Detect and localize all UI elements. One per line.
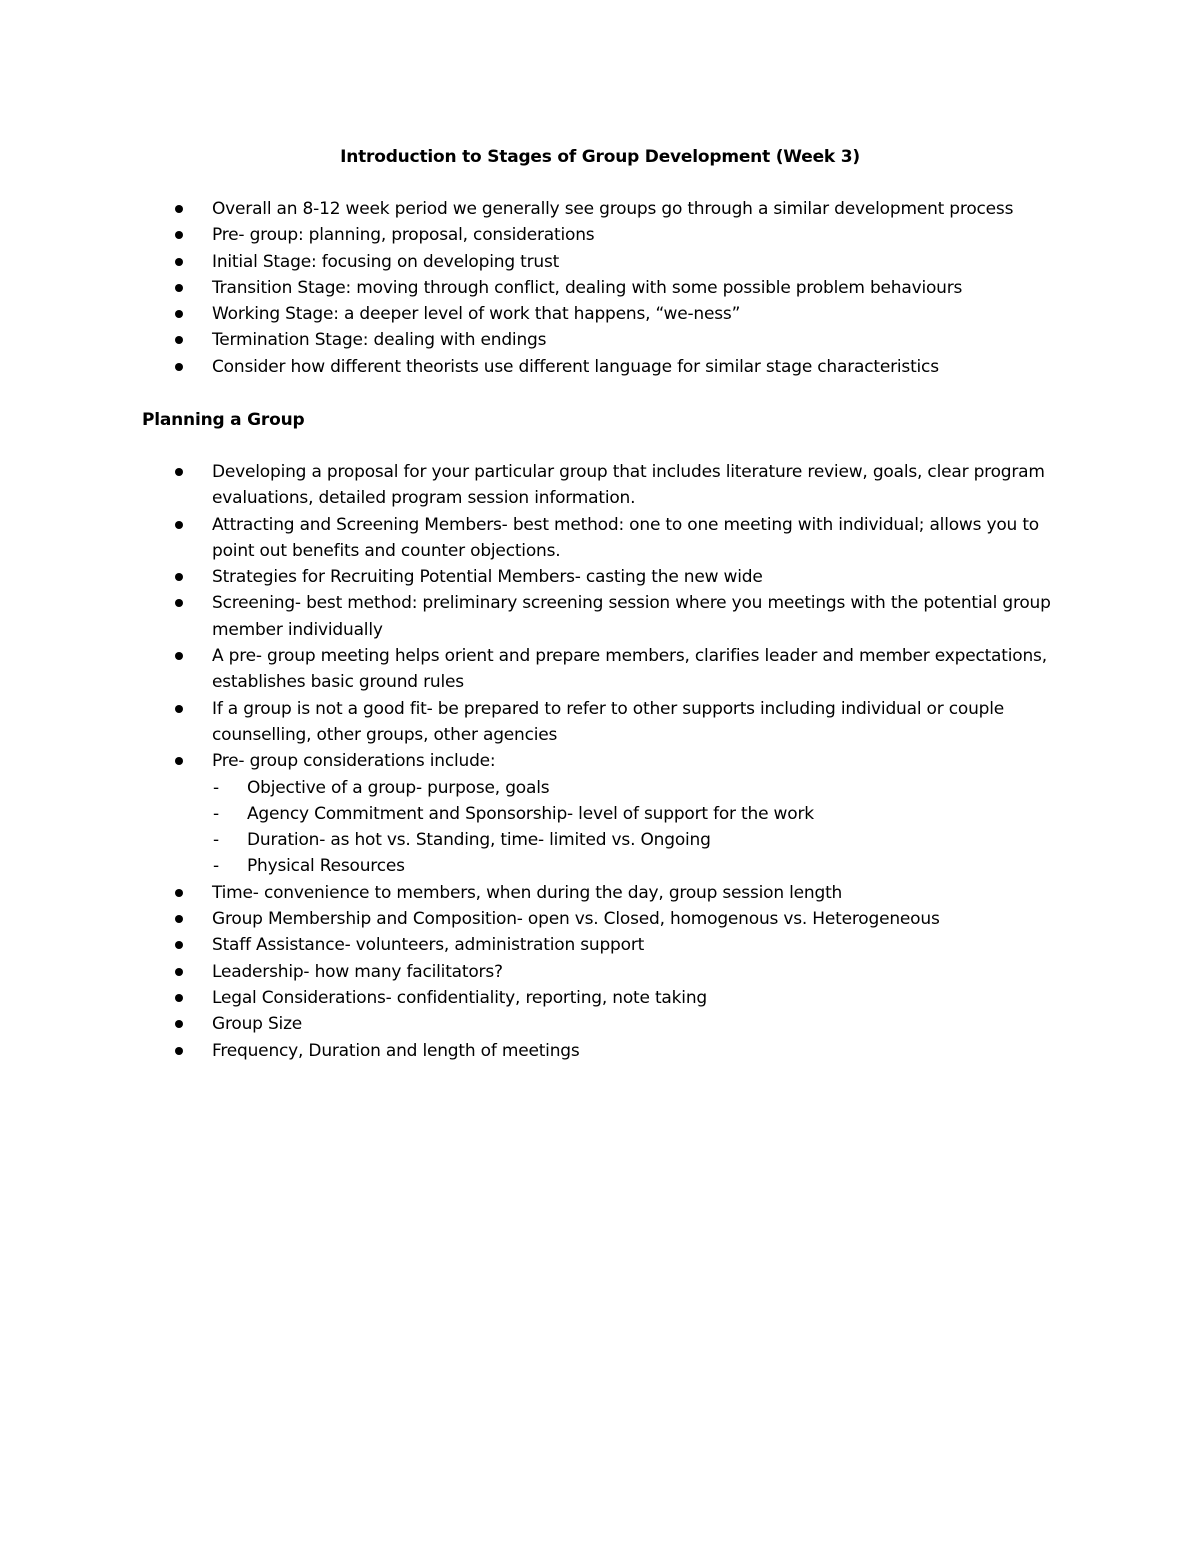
list-item <box>0 696 1072 749</box>
list-item <box>0 643 1072 696</box>
list-item <box>0 301 1072 327</box>
list-item-considerations <box>0 748 1072 879</box>
sublist-item <box>212 775 1047 801</box>
list-item-text: Leadership- how many facilitators? <box>212 961 503 982</box>
list-item <box>0 564 1072 590</box>
bullet-icon <box>175 573 183 581</box>
list-item <box>0 932 1072 958</box>
bullet-icon <box>175 310 183 318</box>
list-item-text: Overall an 8-12 week period we generally see groups go through a similar development process <box>212 199 1014 219</box>
list-item <box>0 327 1072 353</box>
list-item-text: Staff Assistance- volunteers, administration support <box>212 935 645 956</box>
list-item-text: Developing a proposal for your particular group that includes literature review, goals, clear program evaluations, detailed program session information. <box>212 462 1045 509</box>
list-item <box>0 1011 1072 1037</box>
list-item-text: Attracting and Screening Members- best method: one to one meeting with individual; allows you to point out benefits and counter objections. <box>212 514 1039 561</box>
list-item-text: If a group is not a good fit- be prepared to refer to other supports including individual or couple counselling, other groups, other agencies <box>212 698 1005 745</box>
bullet-icon <box>175 915 183 923</box>
list-item <box>0 906 1072 932</box>
list-item <box>0 354 1072 380</box>
bullet-icon <box>175 941 183 949</box>
list-item-text: Group Membership and Composition- open vs. Closed, homogenous vs. Heterogeneous <box>212 909 940 930</box>
sublist-item-text: Physical Resources <box>247 856 405 877</box>
stages-list <box>0 196 1200 380</box>
sublist-item <box>212 853 1047 879</box>
considerations-sublist <box>212 775 1072 880</box>
list-item-text: A pre- group meeting helps orient and prepare members, clarifies leader and member expectations, establishes basic ground rules <box>212 646 1047 693</box>
bullet-icon <box>175 336 183 344</box>
bullet-icon <box>175 231 183 239</box>
bullet-icon <box>175 599 183 607</box>
bullet-icon <box>175 205 183 213</box>
list-item <box>0 249 1072 275</box>
list-item-text: Termination Stage: dealing with endings <box>212 330 547 351</box>
bullet-icon <box>175 1020 183 1028</box>
bullet-icon <box>175 363 183 371</box>
bullet-icon <box>175 258 183 266</box>
list-item <box>0 985 1072 1011</box>
list-item-text: Frequency, Duration and length of meetings <box>212 1040 580 1061</box>
list-item <box>0 880 1072 906</box>
dash-icon: - <box>213 830 219 851</box>
bullet-icon <box>175 968 183 976</box>
sublist-item <box>212 801 1047 827</box>
list-item-text: Legal Considerations- confidentiality, reporting, note taking <box>212 987 707 1008</box>
list-item <box>0 196 1072 222</box>
list-item <box>0 459 1072 512</box>
list-item-text: Consider how different theorists use different language for similar stage characteristics <box>212 356 939 377</box>
list-item <box>0 959 1072 985</box>
planning-list <box>0 459 1200 1064</box>
list-item-text: Pre- group considerations include: <box>212 751 496 772</box>
list-item-text: Strategies for Recruiting Potential Members- casting the new wide <box>212 567 763 588</box>
bullet-icon <box>175 468 183 476</box>
list-item-text: Initial Stage: focusing on developing trust <box>212 251 560 272</box>
bullet-icon <box>175 757 183 765</box>
sublist-item-text: Objective of a group- purpose, goals <box>247 777 550 798</box>
list-item-text: Transition Stage: moving through conflict, dealing with some possible problem behaviours <box>212 277 963 298</box>
dash-icon: - <box>213 803 219 824</box>
bullet-icon <box>175 652 183 660</box>
dash-icon: - <box>213 777 219 798</box>
list-item-text: Group Size <box>212 1014 303 1035</box>
bullet-icon <box>175 284 183 292</box>
list-item <box>0 590 1072 643</box>
list-item-text: Working Stage: a deeper level of work that happens, “we-ness” <box>212 304 741 325</box>
bullet-icon <box>175 889 183 897</box>
bullet-icon <box>175 994 183 1002</box>
bullet-icon <box>175 705 183 713</box>
list-item-text: Screening- best method: preliminary screening session where you meetings with the potential group member individually <box>212 593 1051 640</box>
list-item <box>0 275 1072 301</box>
section-heading: Planning a Group <box>142 410 305 430</box>
list-item <box>0 1038 1072 1064</box>
sublist-item-text: Agency Commitment and Sponsorship- level of support for the work <box>247 803 814 824</box>
sublist-item-text: Duration- as hot vs. Standing, time- limited vs. Ongoing <box>247 830 711 851</box>
bullet-icon <box>175 521 183 529</box>
document-title: Introduction to Stages of Group Development (Week 3) <box>340 147 860 167</box>
list-item <box>0 512 1072 565</box>
list-item-text: Time- convenience to members, when during the day, group session length <box>212 882 843 903</box>
list-item-text: Pre- group: planning, proposal, considerations <box>212 225 595 246</box>
dash-icon: - <box>213 856 219 877</box>
list-item <box>0 222 1072 248</box>
sublist-item <box>212 827 1047 853</box>
bullet-icon <box>175 1047 183 1055</box>
